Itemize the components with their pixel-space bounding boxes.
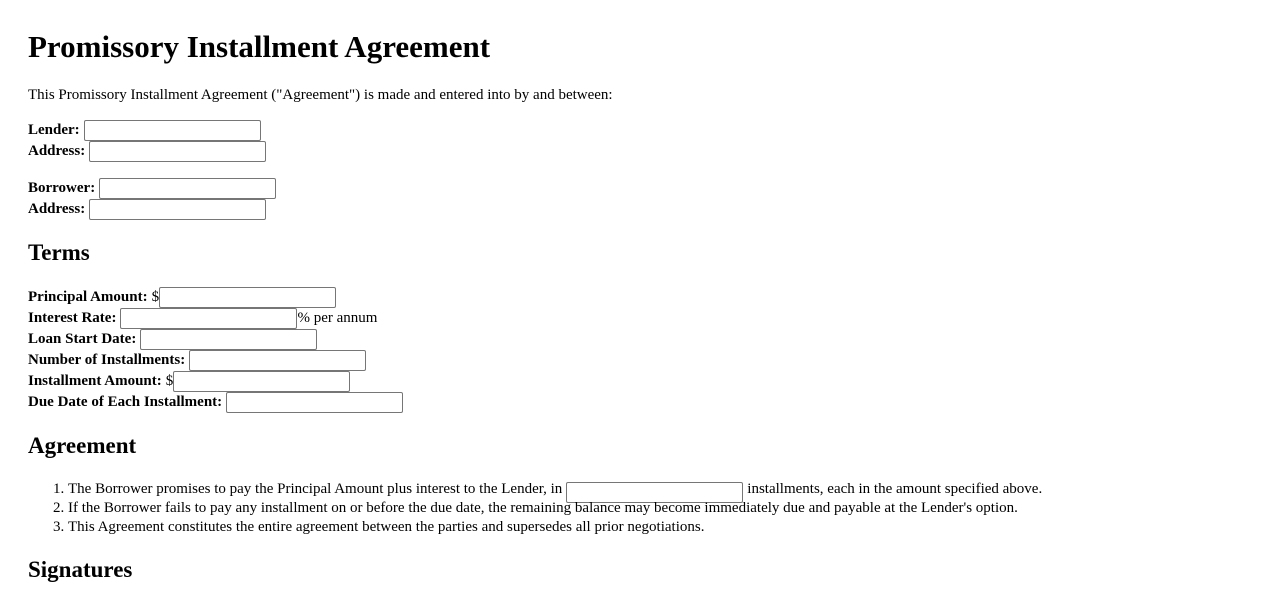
num-installments-input[interactable] xyxy=(189,350,366,371)
clause-1-text-before: The Borrower promises to pay the Principal Amount plus interest to the Lender, in xyxy=(68,481,563,497)
principal-row xyxy=(28,287,336,308)
clause-1-text-after: installments, each in the amount specified above. xyxy=(747,481,1043,497)
agreement-clauses xyxy=(28,480,1042,537)
clause-item xyxy=(68,499,1042,518)
start-date-input[interactable] xyxy=(140,329,317,350)
principal-currency: $ xyxy=(151,289,160,305)
due-date-row xyxy=(28,392,403,413)
due-date-input[interactable] xyxy=(226,392,403,413)
agreement-heading: Agreement xyxy=(28,433,137,458)
intro-text: This Promissory Installment Agreement ("Agreement") is made and entered into by and between: xyxy=(28,87,613,103)
lender-label: Lender: xyxy=(28,122,80,138)
borrower-address-label: Address: xyxy=(28,201,86,217)
lender-address-label: Address: xyxy=(28,143,86,159)
interest-input[interactable] xyxy=(120,308,297,329)
clause-item xyxy=(68,518,1042,537)
lender-row xyxy=(28,120,261,141)
start-date-label: Loan Start Date: xyxy=(28,331,137,347)
principal-input[interactable] xyxy=(159,287,336,308)
installment-amount-row xyxy=(28,371,350,392)
borrower-row xyxy=(28,178,276,199)
clause-3-text: This Agreement constitutes the entire agreement between the parties and supersedes all prior negotiations. xyxy=(68,519,705,535)
installment-amount-label: Installment Amount: xyxy=(28,373,162,389)
page-title: Promissory Installment Agreement xyxy=(28,29,491,64)
lender-address-row xyxy=(28,141,266,162)
signatures-heading: Signatures xyxy=(28,557,133,582)
installment-amount-currency: $ xyxy=(165,373,174,389)
borrower-address-input[interactable] xyxy=(89,199,266,220)
lender-address-input[interactable] xyxy=(89,141,266,162)
interest-row xyxy=(28,308,377,329)
installment-amount-input[interactable] xyxy=(173,371,350,392)
num-installments-label: Number of Installments: xyxy=(28,352,186,368)
interest-suffix: % per annum xyxy=(297,310,378,326)
borrower-label: Borrower: xyxy=(28,180,96,196)
lender-input[interactable] xyxy=(84,120,261,141)
clause-item xyxy=(68,480,1042,499)
start-date-row xyxy=(28,329,317,350)
due-date-label: Due Date of Each Installment: xyxy=(28,394,223,410)
principal-label: Principal Amount: xyxy=(28,289,148,305)
borrower-address-row xyxy=(28,199,266,220)
clause-2-text: If the Borrower fails to pay any installment on or before the due date, the remaining balance may become immediately due and payable at the Lender's option. xyxy=(68,500,1018,516)
num-installments-row xyxy=(28,350,366,371)
borrower-input[interactable] xyxy=(99,178,276,199)
terms-heading: Terms xyxy=(28,240,90,265)
interest-label: Interest Rate: xyxy=(28,310,117,326)
